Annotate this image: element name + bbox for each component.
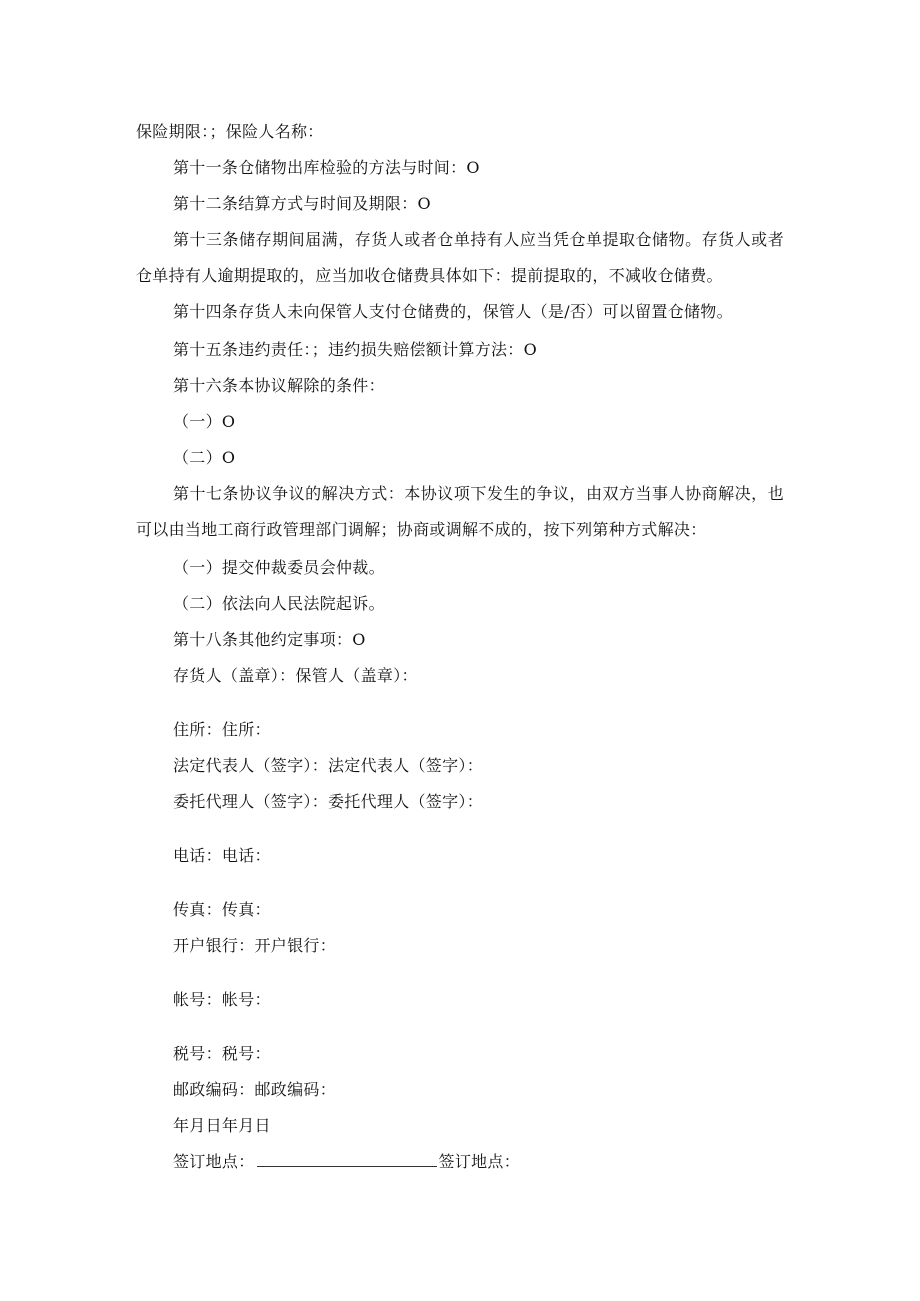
fax-line: 传真：传真： <box>173 900 271 919</box>
article-12: 第十二条结算方式与时间及期限：O <box>173 194 431 213</box>
sign-place-line <box>173 1152 520 1172</box>
phone-line: 电话：电话： <box>173 846 271 865</box>
sign-place-blank <box>257 1152 437 1167</box>
article-16-item-2: （二）O <box>173 448 236 467</box>
address-line: 住所：住所： <box>173 720 271 739</box>
article-17: 第十七条协议争议的解决方式：本协议项下发生的争议，由双方当事人协商解决，也可以由当地工商行政管理部门调解；协商或调解不成的，按下列第种方式解决： <box>136 484 784 539</box>
article-13: 第十三条储存期间届满，存货人或者仓单持有人应当凭仓单提取仓储物。存货人或者仓单持有人逾期提取的，应当加收仓储费具体如下：提前提取的，不减收仓储费。 <box>136 230 784 285</box>
date-line: 年月日年月日 <box>173 1116 271 1135</box>
article-17-item-2: （二）依法向人民法院起诉。 <box>173 594 385 613</box>
account-line: 帐号：帐号： <box>173 990 271 1009</box>
article-17-item-1: （一）提交仲裁委员会仲裁。 <box>173 558 385 577</box>
bank-line: 开户银行：开户银行： <box>173 936 337 955</box>
parties-seal-line: 存货人（盖章）：保管人（盖章）： <box>173 666 418 685</box>
tax-number-line: 税号：税号： <box>173 1044 271 1063</box>
article-14: 第十四条存货人未向保管人支付仓储费的，保管人（是/否）可以留置仓储物。 <box>173 302 733 321</box>
article-16-item-1: （一）O <box>173 412 236 431</box>
agent-line: 委托代理人（签字）：委托代理人（签字）： <box>173 792 484 811</box>
sign-place-left-label: 签订地点： <box>173 1152 255 1171</box>
insurance-line: 保险期限：；保险人名称： <box>136 122 324 141</box>
article-16: 第十六条本协议解除的条件： <box>173 376 385 395</box>
sign-place-right-label: 签订地点： <box>438 1152 521 1171</box>
legal-rep-line: 法定代表人（签字）：法定代表人（签字）： <box>173 756 484 775</box>
postal-code-line: 邮政编码：邮政编码： <box>173 1080 337 1099</box>
article-11: 第十一条仓储物出库检验的方法与时间：O <box>173 158 480 177</box>
article-18: 第十八条其他约定事项：O <box>173 630 366 649</box>
article-15: 第十五条违约责任：；违约损失赔偿额计算方法：O <box>173 340 538 359</box>
